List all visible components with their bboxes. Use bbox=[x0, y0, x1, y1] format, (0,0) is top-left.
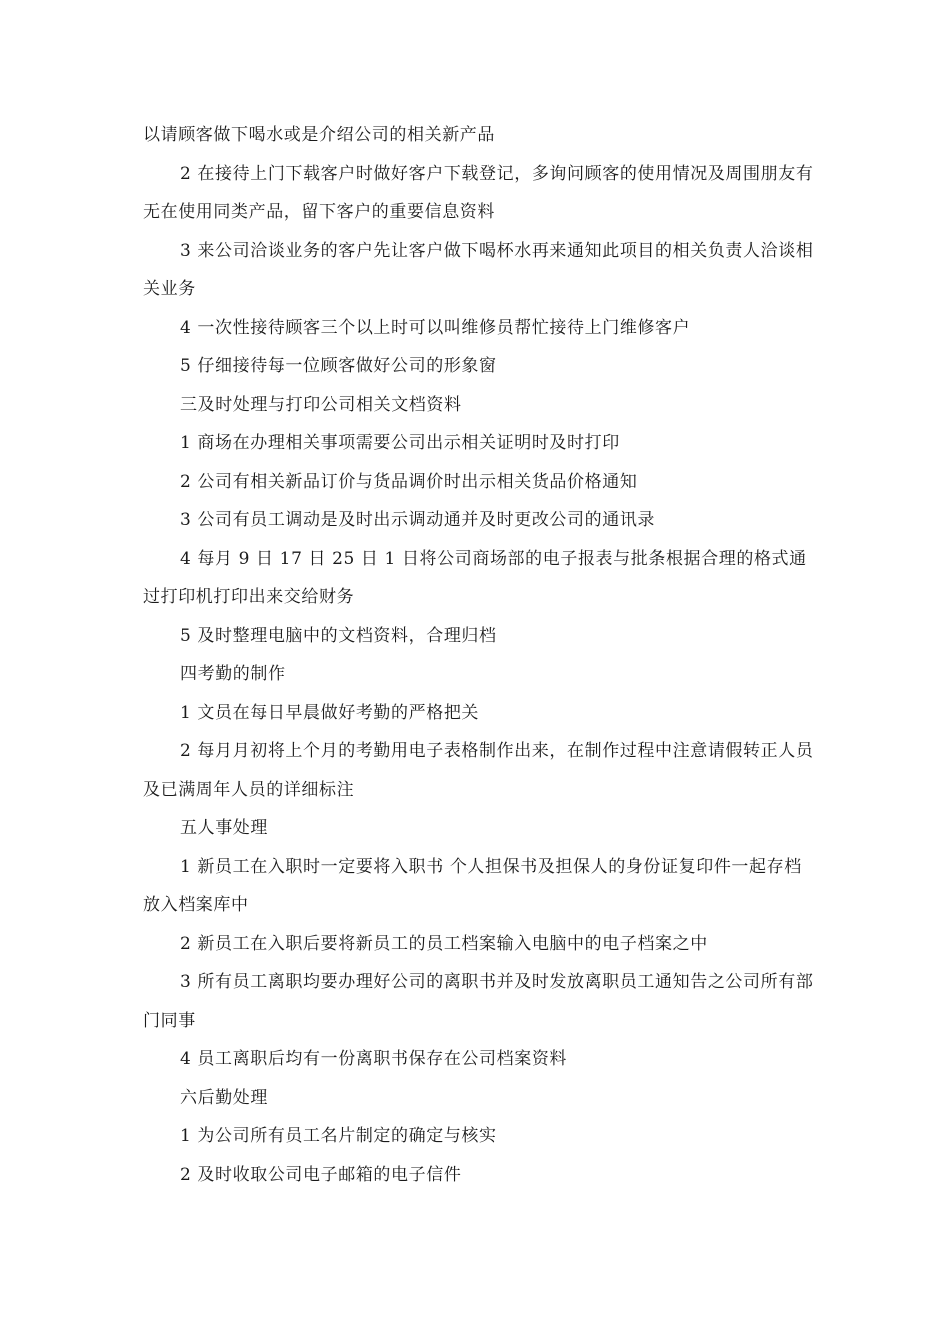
paragraph: 以请顾客做下喝水或是介绍公司的相关新产品 bbox=[143, 125, 495, 145]
paragraph: 2 新员工在入职后要将新员工的员工档案输入电脑中的电子档案之中 bbox=[180, 933, 708, 954]
paragraph: 1 为公司所有员工名片制定的确定与核实 bbox=[180, 1126, 497, 1146]
section-heading: 六后勤处理 bbox=[180, 1087, 268, 1108]
paragraph: 4 一次性接待顾客三个以上时可以叫维修员帮忙接待上门维修客户 bbox=[180, 317, 691, 338]
section-heading: 四考勤的制作 bbox=[180, 664, 286, 684]
paragraph: 1 新员工在入职时一定要将入职书 个人担保书及担保人的身份证复印件一起存档放入档案库中 bbox=[143, 856, 802, 915]
paragraph: 1 文员在每日早晨做好考勤的严格把关 bbox=[180, 702, 480, 723]
document-body bbox=[143, 116, 815, 1194]
paragraph: 1 商场在办理相关事项需要公司出示相关证明时及时打印 bbox=[180, 433, 620, 453]
paragraph: 3 来公司洽谈业务的客户先让客户做下喝杯水再来通知此项目的相关负责人洽谈相关业务 bbox=[143, 240, 814, 299]
section-heading: 五人事处理 bbox=[180, 818, 268, 838]
section-heading: 三及时处理与打印公司相关文档资料 bbox=[180, 394, 462, 415]
paragraph: 2 及时收取公司电子邮箱的电子信件 bbox=[180, 1164, 462, 1185]
paragraph: 2 公司有相关新品订价与货品调价时出示相关货品价格通知 bbox=[180, 471, 638, 492]
paragraph: 2 每月月初将上个月的考勤用电子表格制作出来，在制作过程中注意请假转正人员及已满周年人员的详细标注 bbox=[143, 741, 814, 800]
paragraph: 3 公司有员工调动是及时出示调动通并及时更改公司的通讯录 bbox=[180, 510, 656, 530]
paragraph: 5 仔细接待每一位顾客做好公司的形象窗 bbox=[180, 356, 497, 376]
paragraph: 4 每月 9 日 17 日 25 日 1 日将公司商场部的电子报表与批条根据合理的格式通过打印机打印出来交给财务 bbox=[143, 548, 807, 607]
paragraph: 2 在接待上门下载客户时做好客户下载登记，多询问顾客的使用情况及周围朋友有无在使用同类产品，留下客户的重要信息资料 bbox=[143, 163, 814, 222]
paragraph: 5 及时整理电脑中的文档资料，合理归档 bbox=[180, 625, 497, 646]
paragraph: 3 所有员工离职均要办理好公司的离职书并及时发放离职员工通知告之公司所有部门同事 bbox=[143, 972, 814, 1031]
paragraph: 4 员工离职后均有一份离职书保存在公司档案资料 bbox=[180, 1049, 568, 1069]
